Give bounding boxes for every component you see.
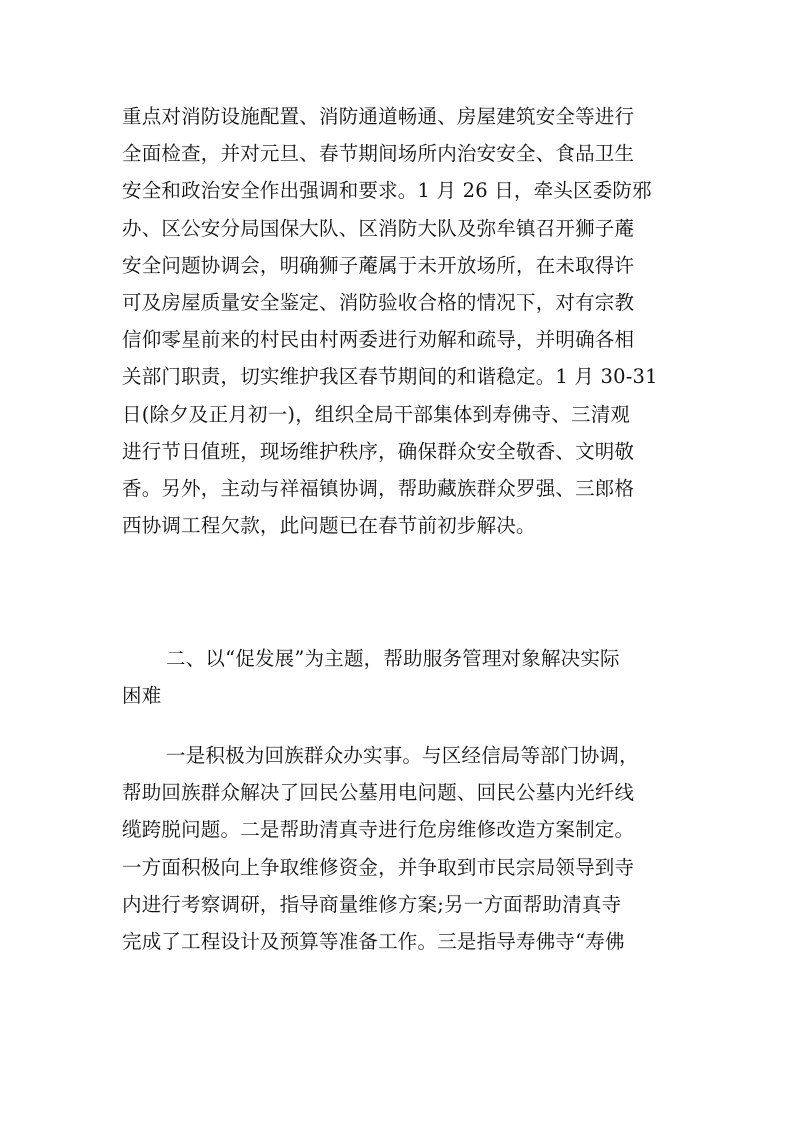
text-line: 安全问题协调会，明确狮子蓭属于未开放场所，在未取得许 (122, 253, 635, 277)
heading-line: 困难 (122, 684, 162, 708)
text-line: 日(除夕及正月初一)，组织全局干部集体到寿佛寺、三清观 (122, 402, 631, 426)
text-line: 可及房屋质量安全鉴定、消防验收合格的情况下，对有宗教 (122, 290, 635, 314)
text-line: 一是积极为回族群众办实事。与区经信局等部门协调， (166, 744, 639, 767)
text-line: 缆跨脱问题。二是帮助清真寺进行危房维修改造方案制定。 (122, 818, 635, 842)
body-paragraph (122, 737, 682, 960)
text-line: 安全和政治安全作出强调和要求。1 月 26 日，牵头区委防邪 (122, 179, 652, 203)
text-line: 一方面积极向上争取维修资金，并争取到市民宗局领导到寺 (122, 855, 635, 879)
text-line: 信仰零星前来的村民由村两委进行劝解和疏导，并明确各相 (122, 328, 635, 352)
text-line: 全面检查，并对元旦、春节期间场所内治安安全、食品卫生 (122, 142, 635, 166)
text-line: 香。另外，主动与祥福镇协调，帮助藏族群众罗强、三郎格 (122, 476, 635, 500)
body-paragraph (122, 98, 682, 544)
text-line: 进行节日值班，现场维护秩序，确保群众安全敬香、文明敬 (122, 439, 635, 463)
text-line: 帮助回族群众解决了回民公墓用电问题、回民公墓内光纤线 (122, 781, 635, 805)
text-line: 完成了工程设计及预算等准备工作。三是指导寿佛寺“寿佛 (122, 929, 625, 953)
text-line: 内进行考察调研，指导商量维修方案;另一方面帮助清真寺 (122, 892, 622, 916)
section-heading (122, 640, 682, 714)
text-line: 重点对消防设施配置、消防通道畅通、房屋建筑安全等进行 (122, 105, 635, 128)
text-line: 西协调工程欠款，此问题已在春节前初步解决。 (122, 514, 536, 538)
text-line: 关部门职责，切实维护我区春节期间的和谐稳定。1 月 30-31 (122, 365, 658, 389)
text-line: 办、区公安分局国保大队、区消防大队及弥牟镇召开狮子蓭 (122, 216, 635, 240)
heading-line: 二、以“促发展”为主题，帮助服务管理对象解决实际 (166, 647, 620, 670)
